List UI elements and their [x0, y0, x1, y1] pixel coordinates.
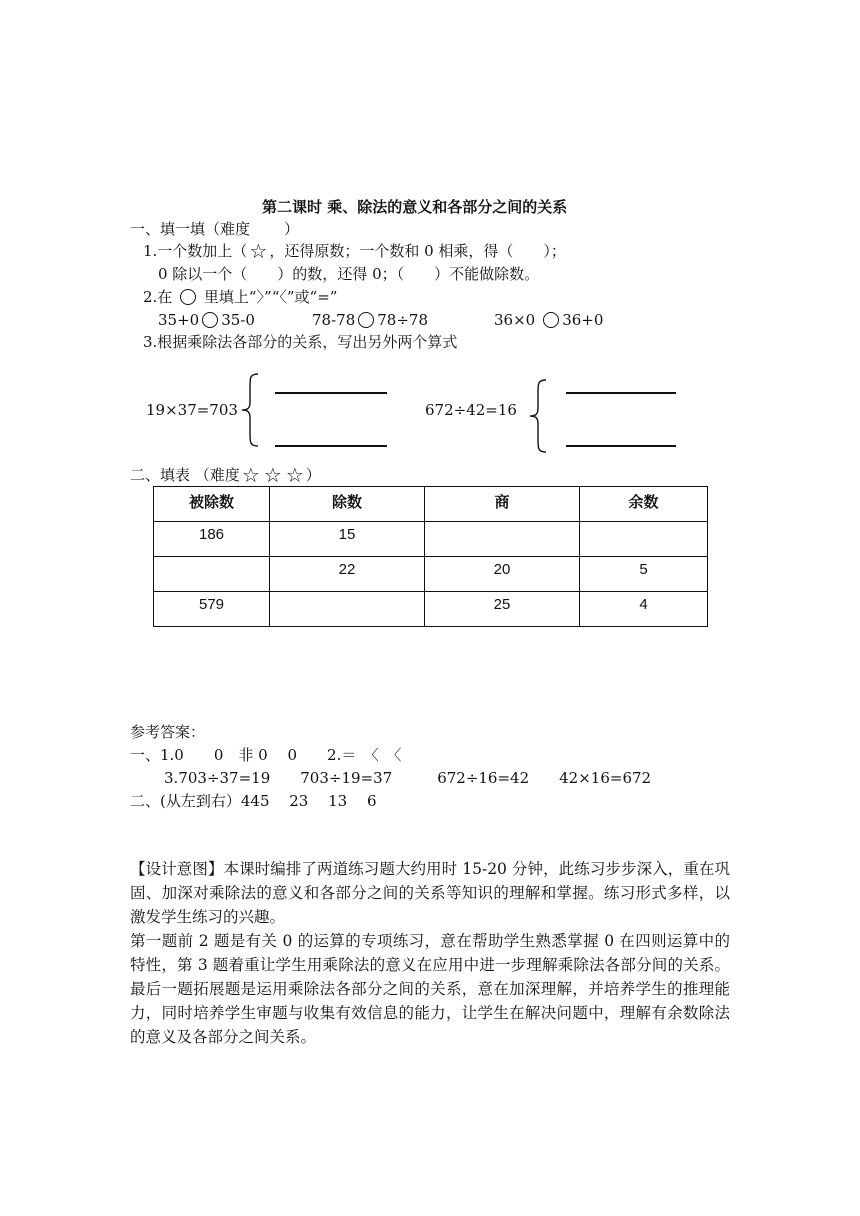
q2-item-3	[494, 310, 603, 330]
q2-prompt-start: 2.在	[143, 288, 173, 306]
q3-equation-1: 19×37=703	[146, 401, 238, 419]
answer-blank-line[interactable]	[275, 445, 387, 447]
left-brace-icon	[526, 378, 550, 454]
section2-heading-text: 二、填表 （难度	[130, 466, 240, 484]
section1-heading-text: 一、填一填（难度	[130, 220, 251, 238]
answer-blank-line[interactable]	[566, 392, 676, 394]
table-row	[154, 557, 708, 592]
star-icon: ☆	[249, 239, 268, 263]
answer-blank-line[interactable]	[566, 445, 676, 447]
design-intent-paragraph: 【设计意图】本课时编排了两道练习题大约用时 15-20 分钟，此练习步步深入，重在巩固、加深对乘除法的意义和各部分之间的关系等知识的理解和掌握。练习形式多样，以激发学生练习的兴趣。	[130, 860, 730, 926]
q2-item-1	[158, 310, 255, 330]
section2-heading	[130, 465, 321, 485]
q2-item-right: 78÷78	[377, 311, 428, 329]
header-dividend: 被除数	[154, 487, 270, 522]
compare-circle-icon[interactable]	[358, 312, 374, 328]
star-icon: ☆	[241, 463, 260, 487]
star-icon: ☆	[285, 463, 304, 487]
answers-line-1: 一、1.0 0 非 0 0 2.＝ 〈 〈	[130, 746, 402, 764]
header-divisor: 除数	[270, 487, 425, 522]
compare-circle-icon[interactable]	[543, 312, 559, 328]
q1-line1-start: 1.一个数加上（	[143, 242, 248, 260]
design-intent-paragraph-2: 第一题前 2 题是有关 0 的运算的专项练习，意在帮助学生熟悉掌握 0 在四则运算中的特性，第 3 题着重让学生用乘除法的意义在应用中进一步理解乘除法各部分间的关系。最后一题拓展题是运用乘除法各部分之间的关系，意在加深理解，并培养学生的推理能力，同时培养学生审题与收集有效信息的能力，让学生在解决问题中，理解有余数除法的意义及各部分之间关系。	[130, 932, 730, 1046]
table-cell: 25	[425, 592, 580, 627]
q2-item-left: 35+0	[158, 311, 200, 329]
table-cell: 4	[580, 592, 708, 627]
table-row	[154, 592, 708, 627]
table-cell: 186	[154, 522, 270, 557]
q2-item-left: 36×0	[494, 311, 536, 329]
table-cell-blank[interactable]	[580, 522, 708, 557]
section1-heading-end: ）	[284, 220, 300, 238]
table-cell: 15	[270, 522, 425, 557]
page-title: 第二课时 乘、除法的意义和各部分之间的关系	[262, 198, 568, 216]
q3-equation-2: 672÷42=16	[425, 401, 517, 419]
q3-prompt: 3.根据乘除法各部分的关系，写出另外两个算式	[143, 333, 458, 351]
table-cell: 22	[270, 557, 425, 592]
table-cell: 5	[580, 557, 708, 592]
q1-line1-end: ，还得原数；一个数和 0 相乘，得（ ）；	[269, 242, 566, 260]
q2-item-right: 35-0	[221, 311, 255, 329]
table-header-row	[154, 487, 708, 522]
table-cell: 579	[154, 592, 270, 627]
section2-heading-end: ）	[305, 466, 321, 484]
circle-icon	[180, 289, 196, 305]
q2-item-left: 78-78	[312, 311, 356, 329]
answer-blank-line[interactable]	[275, 392, 387, 394]
star-icon: ☆	[263, 463, 282, 487]
division-table	[153, 486, 708, 627]
q2-prompt	[143, 287, 337, 307]
answers-heading: 参考答案：	[130, 723, 206, 741]
table-cell: 20	[425, 557, 580, 592]
header-remainder: 余数	[580, 487, 708, 522]
q1-line2: 0 除以一个（ ）的数，还得 0；（ ）不能做除数。	[158, 265, 540, 283]
table-row	[154, 522, 708, 557]
header-quotient: 商	[425, 487, 580, 522]
table-cell-blank[interactable]	[270, 592, 425, 627]
compare-circle-icon[interactable]	[202, 312, 218, 328]
answers-line-2: 3.703÷37=19 703÷19=37 672÷16=42 42×16=672	[164, 769, 652, 787]
table-cell-blank[interactable]	[154, 557, 270, 592]
q2-prompt-end: 里填上“〉”“〈”或“=”	[203, 288, 338, 306]
left-brace-icon	[238, 372, 262, 448]
section1-heading	[130, 219, 299, 239]
answers-line-3: 二、(从左到右）445 23 13 6	[130, 792, 377, 810]
q2-item-2	[312, 310, 428, 330]
table-cell-blank[interactable]	[425, 522, 580, 557]
q2-item-right: 36+0	[562, 311, 604, 329]
q1-line1	[143, 241, 566, 261]
